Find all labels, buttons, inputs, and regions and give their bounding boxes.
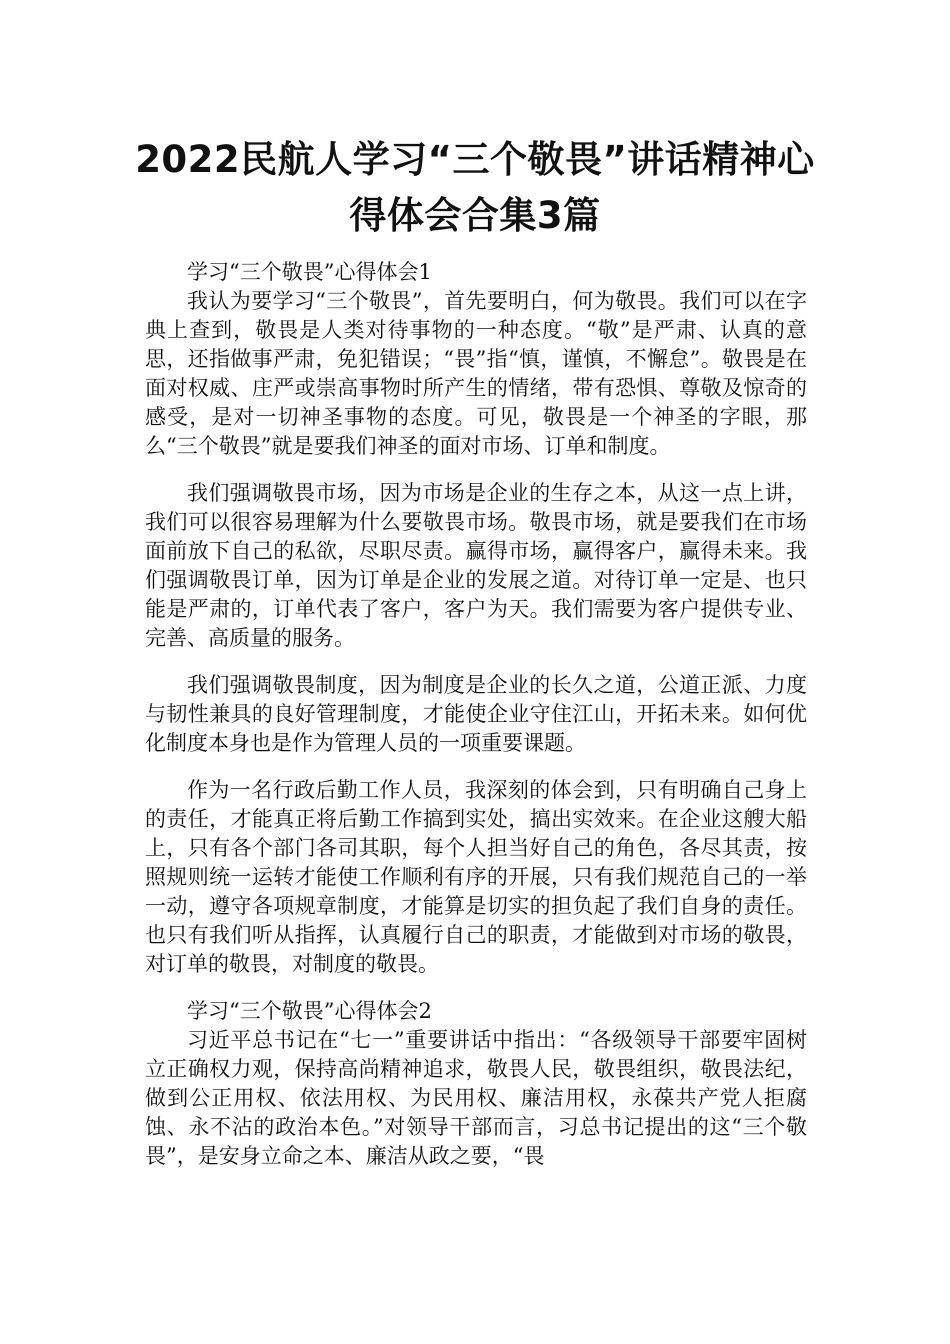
document-title xyxy=(110,132,840,244)
paragraph-3: 我们强调敬畏制度，因为制度是企业的长久之道，公道正派、力度与韧性兼具的良好管理制度，才能使企业守住江山，开拓未来。如何优化制度本身也是作为管理人员的一项重要课题。 xyxy=(145,673,807,755)
paragraph-5: 习近平总书记在“七一”重要讲话中指出：“各级领导干部要牢固树立正确权力观，保持高尚精神追求，敬畏人民，敬畏组织，敬畏法纪，做到公正用权、依法用权、为民用权、廉洁用权，永葆共产党人拒腐蚀、永不沾的政治本色。”对领导干部而言，习总书记提出的这“三个敬畏”，是安身立命之本、廉洁从政之要，“畏 xyxy=(145,1028,807,1168)
section-heading-2: 学习“三个敬畏”心得体会2 xyxy=(187,999,432,1023)
paragraph-2: 我们强调敬畏市场，因为市场是企业的生存之本，从这一点上讲，我们可以很容易理解为什么要敬畏市场。敬畏市场，就是要我们在市场面前放下自己的私欲，尽职尽责。赢得市场，赢得客户，赢得未来。我们强调敬畏订单，因为订单是企业的发展之道。对待订单一定是、也只能是严肃的，订单代表了客户，客户为天。我们需要为客户提供专业、完善、高质量的服务。 xyxy=(145,481,807,650)
paragraph-1: 我认为要学习“三个敬畏”，首先要明白，何为敬畏。我们可以在字典上查到，敬畏是人类对待事物的一种态度。“敬”是严肃、认真的意思，还指做事严肃，免犯错误；“畏”指“慎，谨慎，不懈怠”。敬畏是在面对权威、庄严或崇高事物时所产生的情绪，带有恐惧、尊敬及惊奇的感受，是对一切神圣事物的态度。可见，敬畏是一个神圣的字眼，那么“三个敬畏”就是要我们神圣的面对市场、订单和制度。 xyxy=(145,289,807,458)
document-body xyxy=(145,258,807,1171)
title-line-1: 2022民航人学习“三个敬畏”讲话精神心 xyxy=(135,138,815,181)
paragraph-4: 作为一名行政后勤工作人员，我深刻的体会到，只有明确自己身上的责任，才能真正将后勤工作搞到实处，搞出实效来。在企业这艘大船上，只有各个部门各司其职，每个人担当好自己的角色，各尽其责，按照规则统一运转才能使工作顺利有序的开展，只有我们规范自己的一举一动，遵守各项规章制度，才能算是切实的担负起了我们自身的责任。也只有我们听从指挥，认真履行自己的职责，才能做到对市场的敬畏，对订单的敬畏，对制度的敬畏。 xyxy=(145,778,807,976)
title-line-2: 得体会合集3篇 xyxy=(349,194,601,237)
section-heading-1: 学习“三个敬畏”心得体会1 xyxy=(187,260,432,284)
